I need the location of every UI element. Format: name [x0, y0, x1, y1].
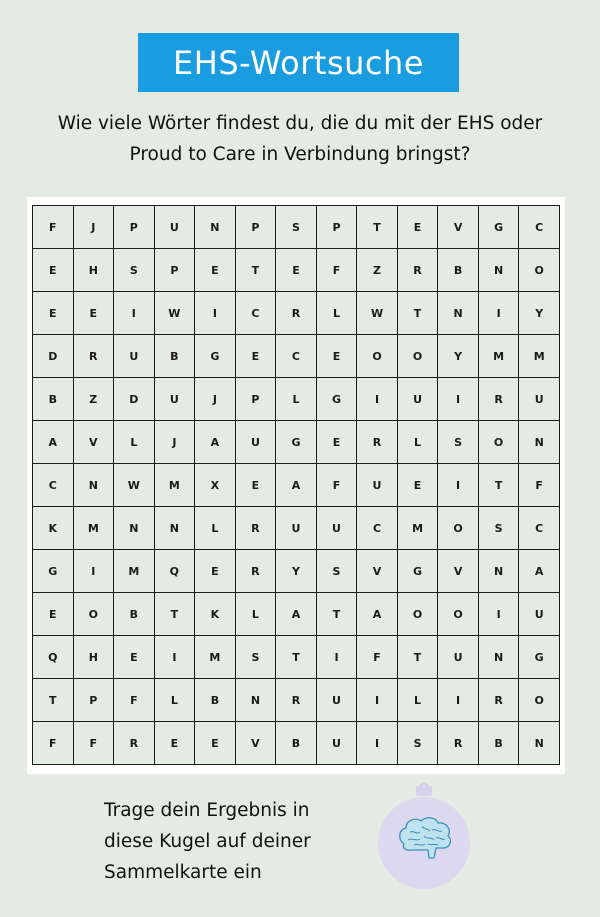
- grid-cell[interactable]: A: [519, 550, 560, 593]
- grid-cell[interactable]: F: [73, 722, 114, 765]
- grid-cell[interactable]: R: [397, 249, 438, 292]
- grid-cell[interactable]: Q: [154, 550, 195, 593]
- grid-cell[interactable]: B: [195, 679, 236, 722]
- grid-cell[interactable]: C: [33, 464, 74, 507]
- grid-cell[interactable]: I: [478, 292, 519, 335]
- grid-cell[interactable]: R: [478, 378, 519, 421]
- grid-cell[interactable]: O: [519, 679, 560, 722]
- grid-cell[interactable]: P: [235, 206, 276, 249]
- grid-cell[interactable]: F: [316, 249, 357, 292]
- grid-cell[interactable]: S: [397, 722, 438, 765]
- grid-cell[interactable]: P: [154, 249, 195, 292]
- grid-cell[interactable]: H: [73, 249, 114, 292]
- grid-cell[interactable]: E: [397, 206, 438, 249]
- grid-cell[interactable]: E: [33, 593, 74, 636]
- grid-cell[interactable]: T: [154, 593, 195, 636]
- grid-cell[interactable]: N: [478, 636, 519, 679]
- grid-cell[interactable]: I: [357, 378, 398, 421]
- grid-cell[interactable]: M: [478, 335, 519, 378]
- grid-cell[interactable]: R: [114, 722, 155, 765]
- grid-cell[interactable]: R: [73, 335, 114, 378]
- grid-cell[interactable]: I: [316, 636, 357, 679]
- grid-cell[interactable]: G: [478, 206, 519, 249]
- grid-cell[interactable]: I: [438, 679, 479, 722]
- grid-cell[interactable]: R: [357, 421, 398, 464]
- grid-cell[interactable]: T: [276, 636, 317, 679]
- grid-cell[interactable]: N: [438, 292, 479, 335]
- grid-cell[interactable]: A: [276, 464, 317, 507]
- grid-cell[interactable]: X: [195, 464, 236, 507]
- grid-cell[interactable]: G: [195, 335, 236, 378]
- grid-cell[interactable]: K: [33, 507, 74, 550]
- grid-cell[interactable]: W: [114, 464, 155, 507]
- grid-cell[interactable]: T: [478, 464, 519, 507]
- grid-cell[interactable]: G: [519, 636, 560, 679]
- grid-cell[interactable]: J: [73, 206, 114, 249]
- grid-cell[interactable]: J: [154, 421, 195, 464]
- grid-cell[interactable]: I: [154, 636, 195, 679]
- grid-cell[interactable]: N: [519, 421, 560, 464]
- grid-cell[interactable]: E: [33, 292, 74, 335]
- grid-cell[interactable]: E: [195, 550, 236, 593]
- grid-cell[interactable]: T: [235, 249, 276, 292]
- grid-cell[interactable]: D: [33, 335, 74, 378]
- grid-cell[interactable]: M: [397, 507, 438, 550]
- grid-row: [33, 507, 560, 550]
- grid-cell[interactable]: U: [316, 679, 357, 722]
- grid-cell[interactable]: P: [316, 206, 357, 249]
- grid-cell[interactable]: M: [195, 636, 236, 679]
- grid-cell[interactable]: C: [519, 206, 560, 249]
- grid-cell[interactable]: U: [438, 636, 479, 679]
- grid-cell[interactable]: N: [478, 550, 519, 593]
- page-title: EHS-Wortsuche: [138, 33, 459, 92]
- grid-cell[interactable]: S: [235, 636, 276, 679]
- grid-cell[interactable]: U: [519, 378, 560, 421]
- grid-cell[interactable]: F: [33, 206, 74, 249]
- instructions-line-1: Wie viele Wörter findest du, die du mit der EHS oder: [57, 113, 543, 134]
- grid-cell[interactable]: R: [235, 507, 276, 550]
- grid-cell[interactable]: S: [438, 421, 479, 464]
- grid-cell[interactable]: L: [235, 593, 276, 636]
- grid-cell[interactable]: M: [519, 335, 560, 378]
- grid-cell[interactable]: I: [478, 593, 519, 636]
- instructions-line-2: Proud to Care in Verbindung bringst?: [129, 144, 471, 165]
- grid-cell[interactable]: M: [114, 550, 155, 593]
- grid-cell[interactable]: U: [357, 464, 398, 507]
- grid-cell[interactable]: E: [73, 292, 114, 335]
- grid-cell[interactable]: S: [478, 507, 519, 550]
- grid-cell[interactable]: L: [154, 679, 195, 722]
- grid-cell[interactable]: L: [114, 421, 155, 464]
- grid-cell[interactable]: B: [438, 249, 479, 292]
- grid-cell[interactable]: A: [33, 421, 74, 464]
- grid-row: [33, 249, 560, 292]
- grid-cell[interactable]: T: [316, 593, 357, 636]
- grid-cell[interactable]: R: [276, 292, 317, 335]
- grid-cell[interactable]: V: [438, 550, 479, 593]
- grid-cell[interactable]: O: [519, 249, 560, 292]
- grid-cell[interactable]: G: [316, 378, 357, 421]
- grid-cell[interactable]: O: [357, 335, 398, 378]
- grid-row: [33, 335, 560, 378]
- grid-cell[interactable]: K: [195, 593, 236, 636]
- grid-cell[interactable]: C: [235, 292, 276, 335]
- grid-cell[interactable]: E: [195, 249, 236, 292]
- grid-cell[interactable]: O: [397, 335, 438, 378]
- grid-cell[interactable]: F: [357, 636, 398, 679]
- grid-cell[interactable]: F: [519, 464, 560, 507]
- grid-cell[interactable]: F: [114, 679, 155, 722]
- grid-cell[interactable]: R: [478, 679, 519, 722]
- grid-cell[interactable]: O: [478, 421, 519, 464]
- grid-cell[interactable]: B: [478, 722, 519, 765]
- footer-line-3: Sammelkarte ein: [104, 862, 262, 883]
- grid-cell[interactable]: H: [73, 636, 114, 679]
- grid-cell[interactable]: N: [195, 206, 236, 249]
- grid-cell[interactable]: N: [235, 679, 276, 722]
- brain-ornament-icon: [376, 780, 472, 898]
- grid-cell[interactable]: C: [357, 507, 398, 550]
- grid-row: [33, 378, 560, 421]
- grid-row: [33, 206, 560, 249]
- grid-cell[interactable]: I: [114, 292, 155, 335]
- grid-cell[interactable]: R: [438, 722, 479, 765]
- grid-cell[interactable]: S: [276, 206, 317, 249]
- grid-cell[interactable]: U: [316, 507, 357, 550]
- grid-cell[interactable]: M: [73, 507, 114, 550]
- grid-cell[interactable]: U: [397, 378, 438, 421]
- grid-cell[interactable]: U: [154, 378, 195, 421]
- grid-row: [33, 421, 560, 464]
- grid-cell[interactable]: C: [519, 507, 560, 550]
- grid-cell[interactable]: B: [154, 335, 195, 378]
- grid-cell[interactable]: D: [114, 378, 155, 421]
- grid-cell[interactable]: V: [235, 722, 276, 765]
- grid-cell[interactable]: N: [73, 464, 114, 507]
- grid-cell[interactable]: A: [195, 421, 236, 464]
- grid-cell[interactable]: Y: [519, 292, 560, 335]
- grid-cell[interactable]: N: [478, 249, 519, 292]
- grid-cell[interactable]: W: [154, 292, 195, 335]
- word-search-board: [27, 197, 565, 774]
- grid-row: [33, 464, 560, 507]
- grid-cell[interactable]: U: [235, 421, 276, 464]
- instructions: [0, 108, 600, 170]
- footer-line-1: Trage dein Ergebnis in: [104, 800, 310, 821]
- grid-cell[interactable]: O: [397, 593, 438, 636]
- grid-cell[interactable]: Z: [73, 378, 114, 421]
- grid-cell[interactable]: S: [114, 249, 155, 292]
- grid-cell[interactable]: F: [316, 464, 357, 507]
- grid-cell[interactable]: V: [357, 550, 398, 593]
- grid-cell[interactable]: V: [438, 206, 479, 249]
- grid-cell[interactable]: Y: [276, 550, 317, 593]
- grid-cell[interactable]: E: [316, 335, 357, 378]
- grid-cell[interactable]: T: [33, 679, 74, 722]
- grid-cell[interactable]: R: [276, 679, 317, 722]
- grid-cell[interactable]: E: [33, 249, 74, 292]
- grid-cell[interactable]: T: [357, 206, 398, 249]
- grid-cell[interactable]: U: [519, 593, 560, 636]
- grid-row: [33, 292, 560, 335]
- grid-cell[interactable]: G: [397, 550, 438, 593]
- grid-row: [33, 679, 560, 722]
- grid-cell[interactable]: I: [357, 679, 398, 722]
- grid-cell[interactable]: P: [235, 378, 276, 421]
- grid-cell[interactable]: T: [397, 292, 438, 335]
- grid-cell[interactable]: L: [195, 507, 236, 550]
- grid-cell[interactable]: G: [276, 421, 317, 464]
- grid-cell[interactable]: U: [316, 722, 357, 765]
- grid-cell[interactable]: B: [114, 593, 155, 636]
- grid-cell[interactable]: P: [114, 206, 155, 249]
- grid-cell[interactable]: L: [276, 378, 317, 421]
- grid-row: [33, 550, 560, 593]
- grid-cell[interactable]: F: [33, 722, 74, 765]
- grid-cell[interactable]: V: [73, 421, 114, 464]
- grid-cell[interactable]: C: [276, 335, 317, 378]
- grid-cell[interactable]: I: [438, 378, 479, 421]
- grid-cell[interactable]: E: [195, 722, 236, 765]
- grid-cell[interactable]: B: [33, 378, 74, 421]
- grid-cell[interactable]: U: [114, 335, 155, 378]
- grid-cell[interactable]: J: [195, 378, 236, 421]
- grid-cell[interactable]: R: [235, 550, 276, 593]
- grid-cell[interactable]: O: [73, 593, 114, 636]
- grid-cell[interactable]: Z: [357, 249, 398, 292]
- grid-row: [33, 636, 560, 679]
- grid-cell[interactable]: P: [73, 679, 114, 722]
- grid-cell[interactable]: U: [276, 507, 317, 550]
- grid-cell[interactable]: T: [397, 636, 438, 679]
- grid-cell[interactable]: L: [316, 292, 357, 335]
- grid-cell[interactable]: U: [154, 206, 195, 249]
- grid-row: [33, 593, 560, 636]
- grid-cell[interactable]: E: [235, 464, 276, 507]
- grid-cell[interactable]: G: [33, 550, 74, 593]
- grid-cell[interactable]: E: [276, 249, 317, 292]
- grid-cell[interactable]: Q: [33, 636, 74, 679]
- grid-cell[interactable]: B: [276, 722, 317, 765]
- grid-cell[interactable]: O: [438, 507, 479, 550]
- grid-cell[interactable]: O: [438, 593, 479, 636]
- footer-line-2: diese Kugel auf deiner: [104, 831, 311, 852]
- grid-cell[interactable]: E: [235, 335, 276, 378]
- grid-cell[interactable]: Y: [438, 335, 479, 378]
- grid-cell[interactable]: A: [357, 593, 398, 636]
- grid-cell[interactable]: L: [397, 679, 438, 722]
- grid-cell[interactable]: W: [357, 292, 398, 335]
- grid-cell[interactable]: E: [316, 421, 357, 464]
- grid-cell[interactable]: M: [154, 464, 195, 507]
- grid-cell[interactable]: E: [154, 722, 195, 765]
- grid-cell[interactable]: E: [114, 636, 155, 679]
- grid-cell[interactable]: N: [114, 507, 155, 550]
- grid-cell[interactable]: N: [154, 507, 195, 550]
- grid-cell[interactable]: S: [316, 550, 357, 593]
- footer-instructions: [104, 795, 311, 888]
- grid-cell[interactable]: A: [276, 593, 317, 636]
- word-search-grid: [32, 205, 560, 765]
- grid-cell[interactable]: E: [397, 464, 438, 507]
- grid-cell[interactable]: N: [519, 722, 560, 765]
- grid-cell[interactable]: I: [195, 292, 236, 335]
- grid-cell[interactable]: I: [357, 722, 398, 765]
- grid-cell[interactable]: I: [73, 550, 114, 593]
- grid-row: [33, 722, 560, 765]
- grid-cell[interactable]: I: [438, 464, 479, 507]
- grid-cell[interactable]: L: [397, 421, 438, 464]
